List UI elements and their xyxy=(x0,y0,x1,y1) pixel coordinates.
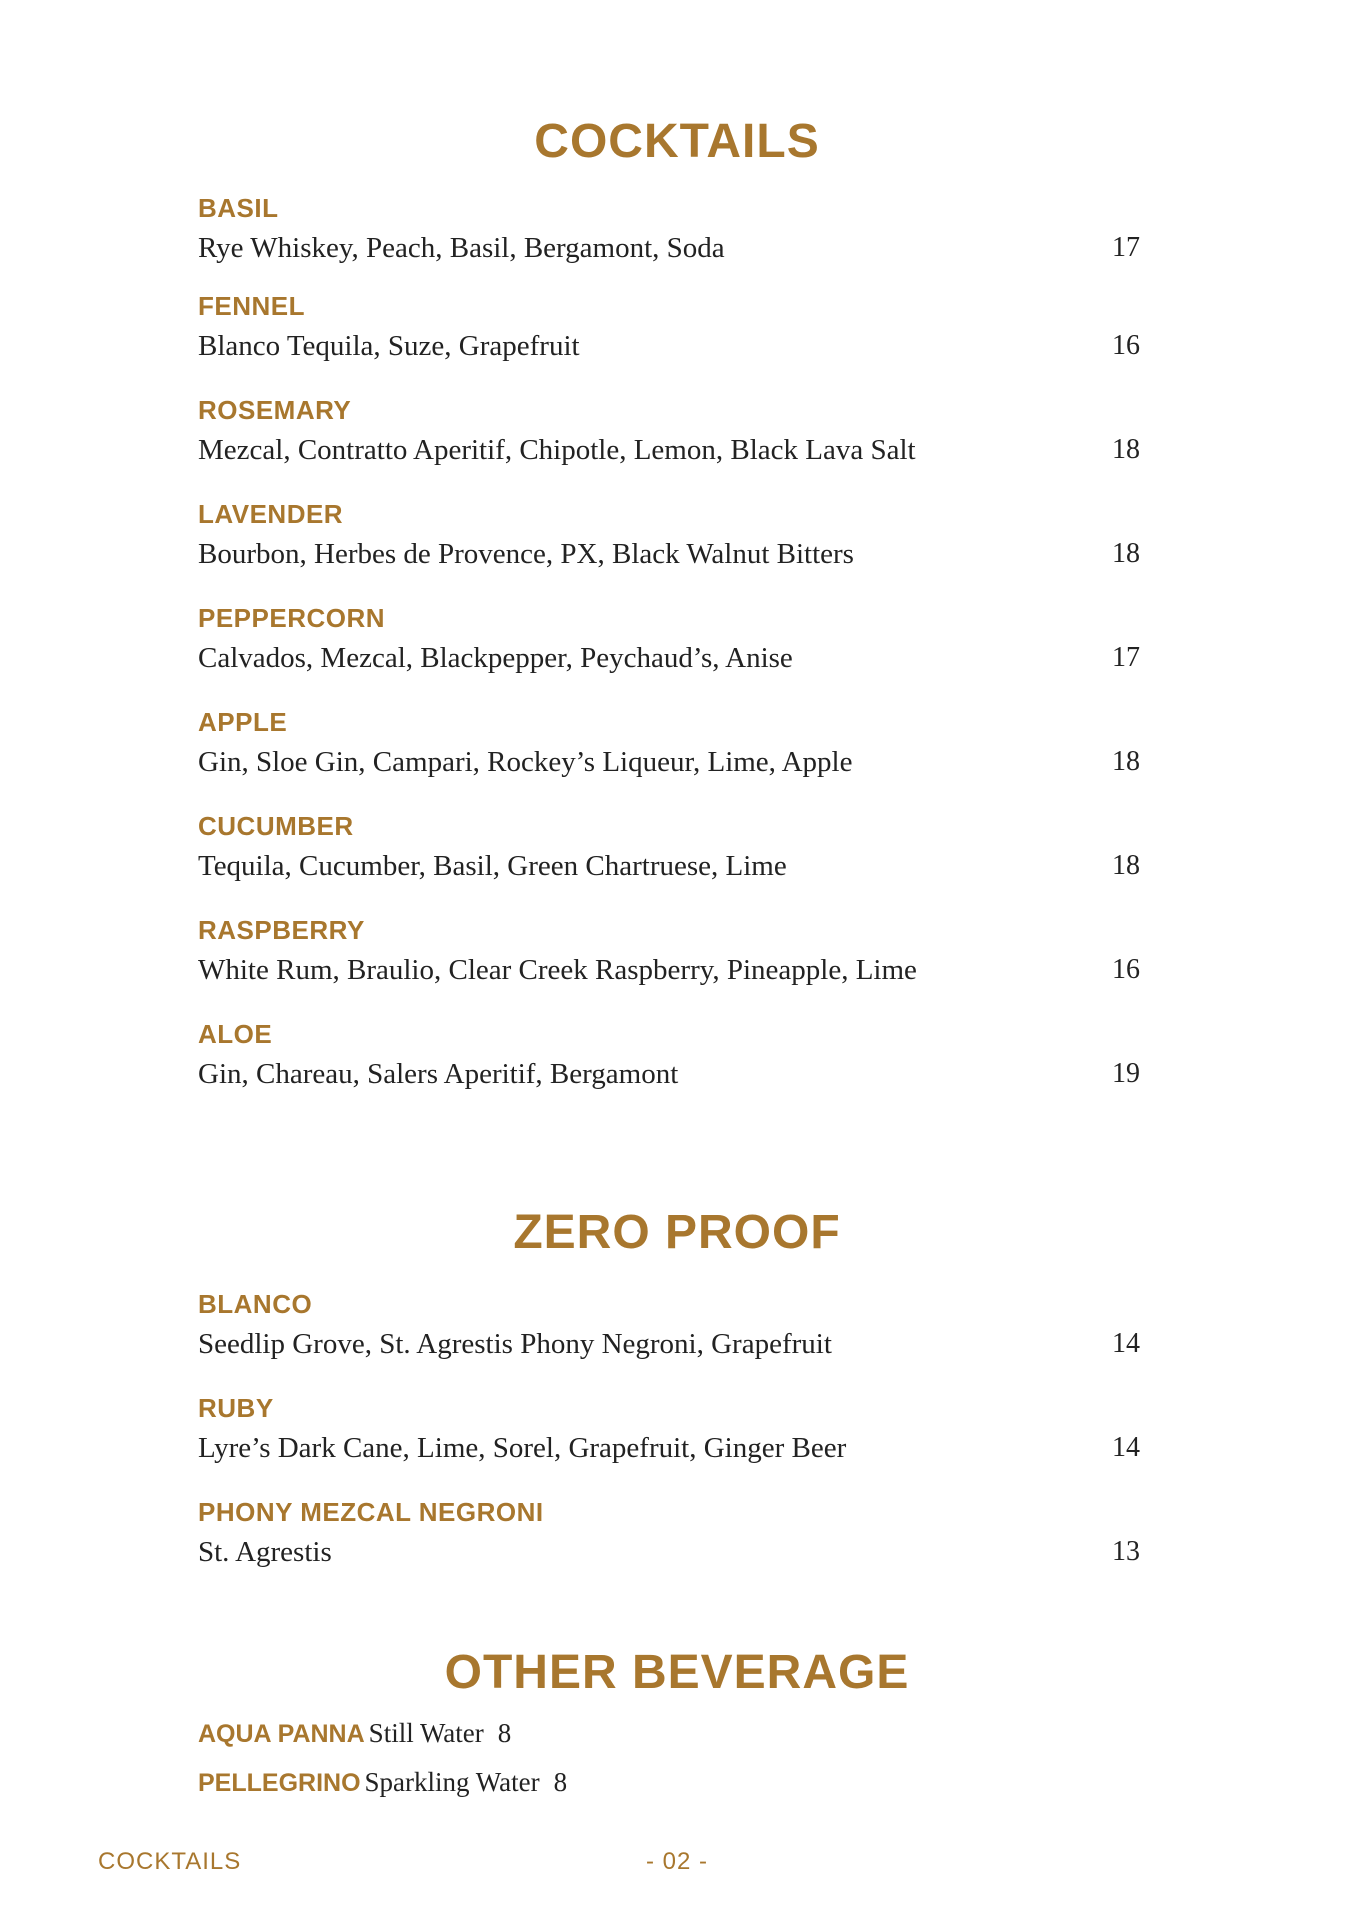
item-name: RASPBERRY xyxy=(198,915,365,945)
item-price: 16 xyxy=(1112,954,1140,985)
beverage-item xyxy=(198,1716,511,1755)
item-price: 18 xyxy=(1112,746,1140,777)
item-description: Gin, Sloe Gin, Campari, Rockey’s Liqueur, Lime, Apple xyxy=(198,746,853,778)
page-number: - 02 - xyxy=(645,1848,708,1875)
beverage-item xyxy=(198,1765,567,1804)
item-description: Tequila, Cucumber, Basil, Green Chartruese, Lime xyxy=(198,850,787,882)
menu-item xyxy=(198,915,1144,989)
item-name: PHONY MEZCAL NEGRONI xyxy=(198,1497,544,1527)
beverage-name: AQUA PANNA xyxy=(198,1720,365,1748)
item-description: Blanco Tequila, Suze, Grapefruit xyxy=(198,330,580,362)
zero-proof-title: ZERO PROOF xyxy=(513,1206,841,1259)
beverage-description: Sparkling Water xyxy=(364,1767,540,1797)
item-name: CUCUMBER xyxy=(198,811,354,841)
item-description: Calvados, Mezcal, Blackpepper, Peychaud’s, Anise xyxy=(198,642,793,674)
item-name: APPLE xyxy=(198,707,288,737)
item-price: 19 xyxy=(1112,1058,1140,1089)
menu-item xyxy=(198,707,1144,781)
item-name: ALOE xyxy=(198,1019,273,1049)
item-description: St. Agrestis xyxy=(198,1536,332,1568)
item-name: LAVENDER xyxy=(198,499,344,529)
item-description: Gin, Chareau, Salers Aperitif, Bergamont xyxy=(198,1058,679,1090)
item-description: White Rum, Braulio, Clear Creek Raspberry, Pineapple, Lime xyxy=(198,954,917,986)
item-name: PEPPERCORN xyxy=(198,603,386,633)
menu-item xyxy=(198,603,1144,677)
menu-item xyxy=(198,1497,1144,1571)
footer-section-label: COCKTAILS xyxy=(98,1848,242,1875)
menu-item xyxy=(198,1289,1144,1363)
menu-item xyxy=(198,291,1144,365)
menu-item xyxy=(198,395,1144,469)
item-name: ROSEMARY xyxy=(198,395,352,425)
item-name: FENNEL xyxy=(198,291,305,321)
item-price: 17 xyxy=(1112,642,1140,673)
item-description: Seedlip Grove, St. Agrestis Phony Negroni, Grapefruit xyxy=(198,1328,832,1360)
menu-item xyxy=(198,499,1144,573)
menu-item xyxy=(198,1019,1144,1093)
item-price: 14 xyxy=(1112,1328,1140,1359)
menu-item xyxy=(198,1393,1144,1467)
item-description: Lyre’s Dark Cane, Lime, Sorel, Grapefruit, Ginger Beer xyxy=(198,1432,847,1464)
beverage-name: PELLEGRINO xyxy=(198,1769,361,1797)
beverage-price: 8 xyxy=(553,1767,568,1797)
beverage-description: Still Water xyxy=(368,1718,484,1748)
item-description: Rye Whiskey, Peach, Basil, Bergamont, Soda xyxy=(198,232,725,264)
item-price: 18 xyxy=(1112,850,1140,881)
item-name: RUBY xyxy=(198,1393,274,1423)
item-price: 13 xyxy=(1112,1536,1140,1567)
item-price: 16 xyxy=(1112,330,1140,361)
item-price: 18 xyxy=(1112,538,1140,569)
beverage-price: 8 xyxy=(497,1718,512,1748)
item-name: BASIL xyxy=(198,193,279,223)
item-description: Bourbon, Herbes de Provence, PX, Black Walnut Bitters xyxy=(198,538,854,570)
item-price: 17 xyxy=(1112,232,1140,263)
item-name: BLANCO xyxy=(198,1289,313,1319)
item-description: Mezcal, Contratto Aperitif, Chipotle, Lemon, Black Lava Salt xyxy=(198,434,916,466)
menu-item xyxy=(198,193,1144,267)
item-price: 14 xyxy=(1112,1432,1140,1463)
cocktails-title: COCKTAILS xyxy=(534,115,820,168)
item-price: 18 xyxy=(1112,434,1140,465)
other-beverage-title: OTHER BEVERAGE xyxy=(444,1646,910,1699)
menu-item xyxy=(198,811,1144,885)
